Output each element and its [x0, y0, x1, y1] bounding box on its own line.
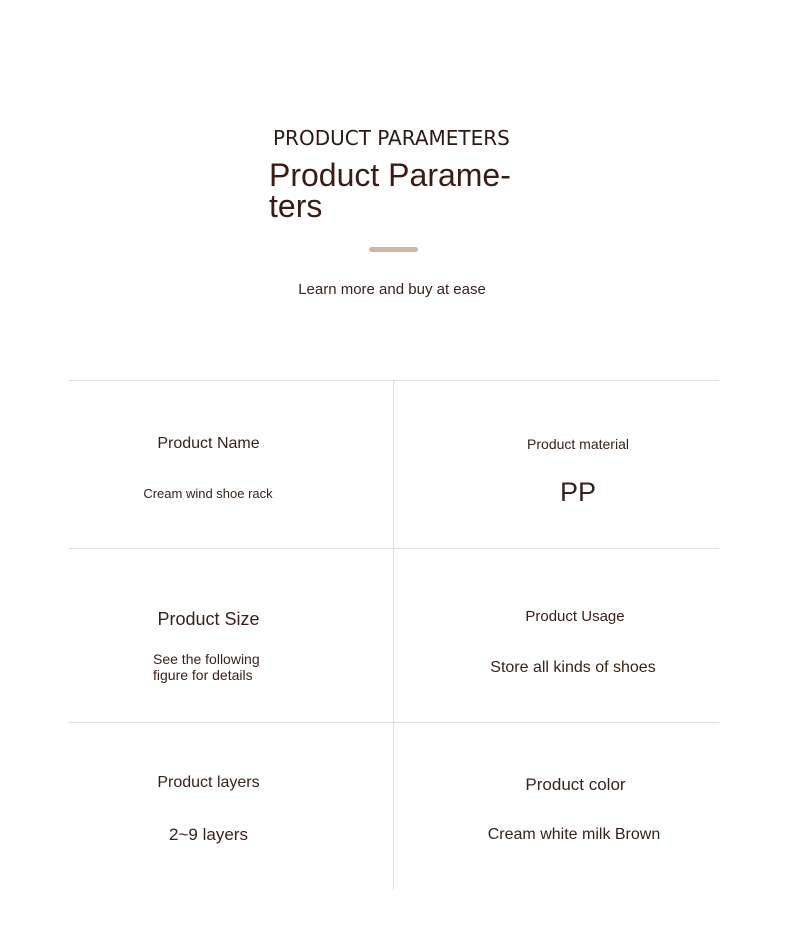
param-label: Product material: [527, 436, 629, 452]
param-value: 2~9 layers: [169, 825, 248, 844]
param-label: Product Size: [157, 609, 260, 629]
param-cell-material: [394, 380, 719, 548]
param-label: Product Name: [157, 435, 260, 452]
param-cell-size: [69, 548, 393, 722]
param-cell-layers: [69, 722, 393, 890]
param-cell-name: [69, 380, 393, 548]
accent-divider: [369, 247, 418, 252]
param-value: See the following figure for details: [153, 651, 260, 683]
param-value: Store all kinds of shoes: [490, 659, 656, 676]
page-subtitle: Learn more and buy at ease: [298, 281, 486, 298]
param-value: Cream white milk Brown: [487, 826, 661, 843]
param-label: Product layers: [157, 774, 260, 791]
page-title: Product Parame-ters: [269, 157, 511, 224]
param-cell-color: [394, 722, 719, 890]
eyebrow-heading: PRODUCT PARAMETERS: [273, 126, 510, 150]
parameters-table: [69, 380, 719, 890]
param-value: PP: [559, 477, 597, 507]
param-value: Cream wind shoe rack: [143, 486, 273, 501]
param-cell-usage: [394, 548, 719, 722]
param-label: Product Usage: [525, 608, 625, 625]
param-label: Product color: [525, 775, 626, 794]
